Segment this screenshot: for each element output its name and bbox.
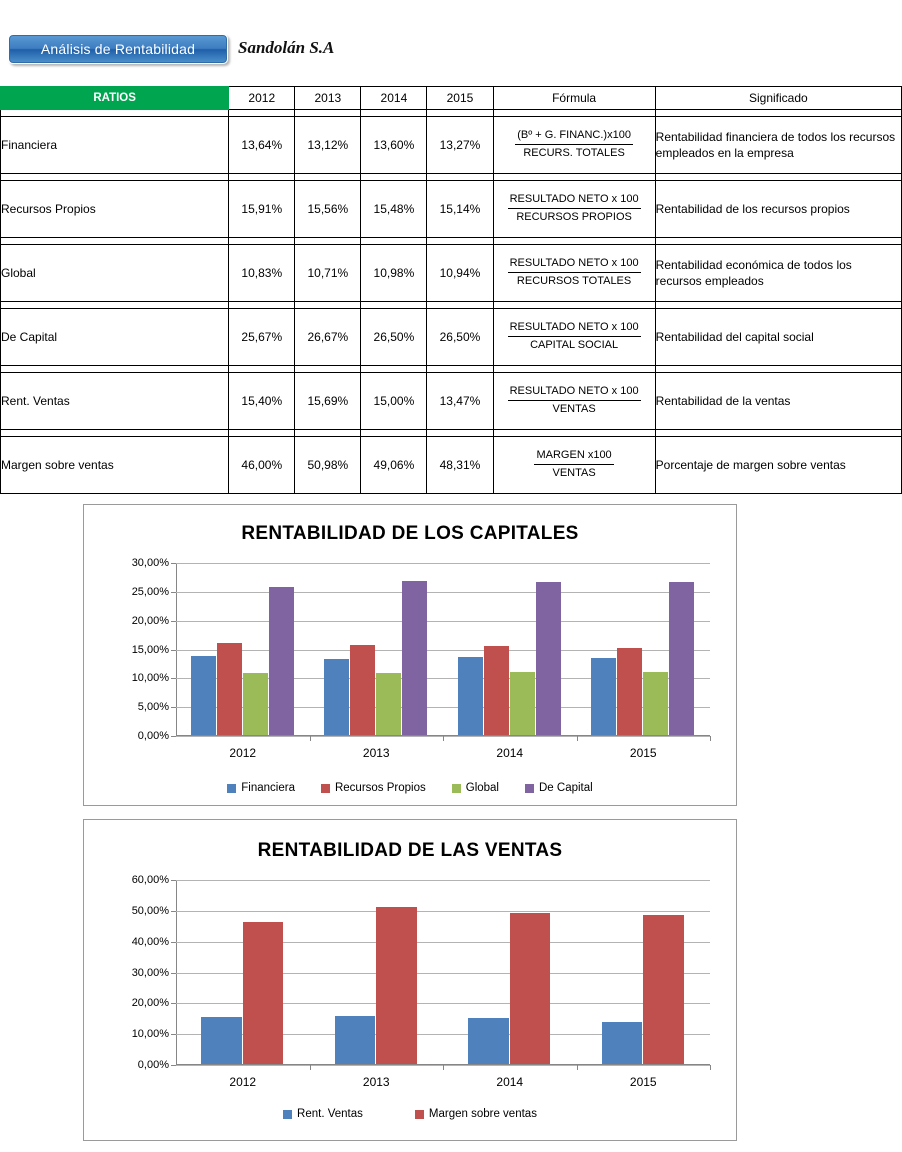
y-axis-tick-label: 60,00% — [131, 874, 169, 886]
ratio-meaning: Rentabilidad financiera de todos los recursos empleados en la empresa — [655, 117, 901, 174]
column-header-2014: 2014 — [361, 87, 427, 110]
ratio-value: 15,14% — [427, 181, 493, 238]
column-header-ratios: RATIOS — [1, 87, 229, 110]
y-axis-tick-label: 25,00% — [131, 585, 169, 598]
ratio-value: 15,48% — [361, 181, 427, 238]
column-header-2015: 2015 — [427, 87, 493, 110]
x-axis-tick-label: 2012 — [229, 1075, 257, 1089]
column-header-2012: 2012 — [229, 87, 295, 110]
bar-margen-sobre-ventas-2014 — [510, 913, 550, 1064]
ratio-name: Rent. Ventas — [1, 373, 229, 430]
table-spacer-row — [1, 238, 902, 245]
chart-rentabilidad-ventas — [83, 819, 737, 1141]
chart-rentabilidad-capitales — [83, 504, 737, 806]
legend-item[interactable] — [525, 782, 593, 794]
table-header-row — [1, 87, 902, 110]
legend-label: De Capital — [539, 782, 593, 794]
chart2-plot-area — [131, 874, 710, 1089]
x-axis-tick-label: 2014 — [496, 1075, 524, 1089]
bar-rent-ventas-2014 — [468, 1018, 508, 1064]
x-axis-tick-label: 2015 — [629, 1075, 657, 1089]
formula-numerator: (Bº + G. FINANC.)x100 — [515, 129, 633, 145]
ratio-value: 26,67% — [295, 309, 361, 366]
ratio-name: De Capital — [1, 309, 229, 366]
table-spacer-row — [1, 110, 902, 117]
ratio-meaning: Porcentaje de margen sobre ventas — [655, 437, 901, 494]
legend-label: Rent. Ventas — [297, 1108, 363, 1120]
y-axis-tick-label: 10,00% — [131, 672, 169, 685]
formula-denominator: RECURSOS PROPIOS — [516, 211, 632, 223]
ratio-value: 50,98% — [295, 437, 361, 494]
bar-global-2015 — [643, 672, 668, 735]
x-axis-tick-label: 2013 — [362, 746, 390, 760]
formula-numerator: RESULTADO NETO x 100 — [508, 257, 641, 273]
bar-margen-sobre-ventas-2013 — [376, 907, 416, 1064]
table-row — [1, 437, 902, 494]
gridline — [176, 880, 710, 881]
y-tick-mark — [171, 1003, 176, 1004]
formula-numerator: MARGEN x100 — [534, 449, 613, 465]
ratio-name: Financiera — [1, 117, 229, 174]
legend-item[interactable] — [283, 1108, 363, 1120]
bar-financiera-2015 — [591, 658, 616, 735]
chart1-plot-area — [131, 557, 710, 760]
y-tick-mark — [171, 678, 176, 679]
bar-global-2012 — [243, 673, 268, 735]
legend-item[interactable] — [227, 782, 295, 794]
ratio-value: 49,06% — [361, 437, 427, 494]
formula-numerator: RESULTADO NETO x 100 — [508, 193, 641, 209]
x-axis-divider — [710, 736, 711, 741]
y-axis-tick-label: 20,00% — [131, 614, 169, 627]
x-axis-divider — [443, 1065, 444, 1070]
ratio-meaning: Rentabilidad del capital social — [655, 309, 901, 366]
ratio-value: 10,83% — [229, 245, 295, 302]
gridline — [176, 911, 710, 912]
y-tick-mark — [171, 650, 176, 651]
table-row — [1, 309, 902, 366]
x-axis-divider — [577, 1065, 578, 1070]
legend-swatch-icon — [283, 1110, 292, 1119]
ratio-value: 26,50% — [427, 309, 493, 366]
legend-swatch-icon — [452, 784, 461, 793]
y-tick-mark — [171, 973, 176, 974]
y-axis-tick-label: 15,00% — [131, 643, 169, 656]
y-axis-tick-label: 30,00% — [131, 557, 169, 569]
table-body — [1, 110, 902, 494]
y-tick-mark — [171, 880, 176, 881]
gridline — [176, 563, 710, 564]
bar-recursos-propios-2012 — [217, 643, 242, 735]
ratio-formula — [493, 181, 655, 238]
y-axis-tick-label: 50,00% — [131, 904, 169, 917]
y-tick-mark — [171, 592, 176, 593]
ratio-value: 46,00% — [229, 437, 295, 494]
y-tick-mark — [171, 911, 176, 912]
x-axis-divider — [310, 736, 311, 741]
ratio-name: Margen sobre ventas — [1, 437, 229, 494]
table-row — [1, 245, 902, 302]
ratio-value: 25,67% — [229, 309, 295, 366]
y-tick-mark — [171, 942, 176, 943]
legend-item[interactable] — [321, 782, 426, 794]
legend-swatch-icon — [227, 784, 236, 793]
y-tick-mark — [171, 707, 176, 708]
bar-rent-ventas-2013 — [335, 1016, 375, 1064]
legend-label: Recursos Propios — [334, 782, 426, 794]
y-axis-tick-label: 10,00% — [131, 1028, 169, 1041]
table-row — [1, 117, 902, 174]
table-row — [1, 373, 902, 430]
ratio-formula — [493, 117, 655, 174]
chart1-legend — [84, 782, 736, 794]
bar-margen-sobre-ventas-2015 — [643, 915, 683, 1064]
formula-denominator: VENTAS — [552, 467, 596, 479]
table-spacer-row — [1, 302, 902, 309]
page-header — [0, 30, 902, 70]
ratio-value: 15,69% — [295, 373, 361, 430]
page-title: Análisis de Rentabilidad — [40, 41, 196, 57]
bar-financiera-2013 — [324, 659, 349, 735]
legend-label: Margen sobre ventas — [428, 1108, 537, 1120]
legend-swatch-icon — [525, 784, 534, 793]
ratio-formula — [493, 309, 655, 366]
ratio-meaning: Rentabilidad económica de todos los recursos empleados — [655, 245, 901, 302]
bar-global-2013 — [376, 673, 401, 735]
column-header-2013: 2013 — [295, 87, 361, 110]
ratio-value: 10,98% — [361, 245, 427, 302]
formula-denominator: CAPITAL SOCIAL — [530, 339, 619, 351]
ratio-meaning: Rentabilidad de los recursos propios — [655, 181, 901, 238]
bar-recursos-propios-2014 — [484, 646, 509, 735]
legend-swatch-icon — [415, 1110, 424, 1119]
y-axis-tick-label: 40,00% — [131, 935, 169, 948]
y-axis-tick-label: 0,00% — [137, 1059, 169, 1071]
legend-swatch-icon — [321, 784, 330, 793]
y-tick-mark — [171, 736, 176, 737]
ratio-value: 15,40% — [229, 373, 295, 430]
company-name: Sandolán S.A — [238, 38, 335, 57]
bar-recursos-propios-2015 — [617, 648, 642, 735]
table-spacer-row — [1, 430, 902, 437]
gridline — [176, 621, 710, 622]
gridline — [176, 592, 710, 593]
ratio-value: 26,50% — [361, 309, 427, 366]
formula-denominator: VENTAS — [552, 403, 596, 415]
legend-item[interactable] — [415, 1108, 537, 1120]
formula-numerator: RESULTADO NETO x 100 — [508, 321, 641, 337]
bar-rent-ventas-2012 — [201, 1017, 241, 1064]
ratio-value: 48,31% — [427, 437, 493, 494]
y-tick-mark — [171, 1034, 176, 1035]
x-axis-divider — [443, 736, 444, 741]
table-spacer-row — [1, 174, 902, 181]
ratio-value: 13,27% — [427, 117, 493, 174]
legend-label: Financiera — [241, 782, 295, 794]
y-tick-mark — [171, 621, 176, 622]
table-row — [1, 181, 902, 238]
x-axis-tick-label: 2015 — [629, 746, 657, 760]
x-axis-tick-label: 2012 — [229, 746, 257, 760]
ratio-formula — [493, 437, 655, 494]
bar-de-capital-2014 — [536, 582, 561, 735]
x-axis-tick-label: 2014 — [496, 746, 524, 760]
x-axis-divider — [577, 736, 578, 741]
y-axis-tick-label: 20,00% — [131, 997, 169, 1010]
ratio-meaning: Rentabilidad de la ventas — [655, 373, 901, 430]
ratios-table — [0, 86, 902, 494]
column-header-meaning: Significado — [655, 87, 901, 110]
formula-denominator: RECURS. TOTALES — [523, 147, 625, 159]
bar-financiera-2012 — [191, 656, 216, 735]
bar-de-capital-2015 — [669, 582, 694, 735]
ratio-formula — [493, 373, 655, 430]
y-tick-mark — [171, 563, 176, 564]
x-axis-divider — [310, 1065, 311, 1070]
y-axis-tick-label: 30,00% — [131, 966, 169, 979]
chart2-title: RENTABILIDAD DE LAS VENTAS — [257, 840, 563, 861]
bar-financiera-2014 — [458, 657, 483, 735]
ratio-name: Global — [1, 245, 229, 302]
column-header-formula: Fórmula — [493, 87, 655, 110]
formula-denominator: RECURSOS TOTALES — [516, 275, 632, 287]
ratio-value: 15,00% — [361, 373, 427, 430]
bar-de-capital-2012 — [269, 587, 294, 735]
legend-label: Global — [465, 782, 499, 794]
bar-global-2014 — [510, 672, 535, 735]
y-tick-mark — [171, 1065, 176, 1066]
ratio-value: 13,47% — [427, 373, 493, 430]
bar-recursos-propios-2013 — [350, 645, 375, 735]
ratio-value: 15,91% — [229, 181, 295, 238]
ratio-value: 13,60% — [361, 117, 427, 174]
ratio-value: 13,64% — [229, 117, 295, 174]
page-title-pill — [8, 34, 228, 64]
x-axis-divider — [710, 1065, 711, 1070]
ratio-name: Recursos Propios — [1, 181, 229, 238]
legend-item[interactable] — [452, 782, 499, 794]
ratio-value: 10,94% — [427, 245, 493, 302]
table-spacer-row — [1, 366, 902, 373]
y-axis-tick-label: 0,00% — [137, 730, 169, 742]
x-axis-tick-label: 2013 — [362, 1075, 390, 1089]
chart2-legend — [84, 1108, 736, 1120]
ratio-formula — [493, 245, 655, 302]
bar-de-capital-2013 — [402, 581, 427, 735]
ratio-value: 13,12% — [295, 117, 361, 174]
ratio-value: 15,56% — [295, 181, 361, 238]
chart1-title: RENTABILIDAD DE LOS CAPITALES — [241, 523, 579, 544]
ratio-value: 10,71% — [295, 245, 361, 302]
formula-numerator: RESULTADO NETO x 100 — [508, 385, 641, 401]
bar-rent-ventas-2015 — [602, 1022, 642, 1064]
y-axis-tick-label: 5,00% — [137, 701, 169, 714]
bar-margen-sobre-ventas-2012 — [243, 922, 283, 1064]
